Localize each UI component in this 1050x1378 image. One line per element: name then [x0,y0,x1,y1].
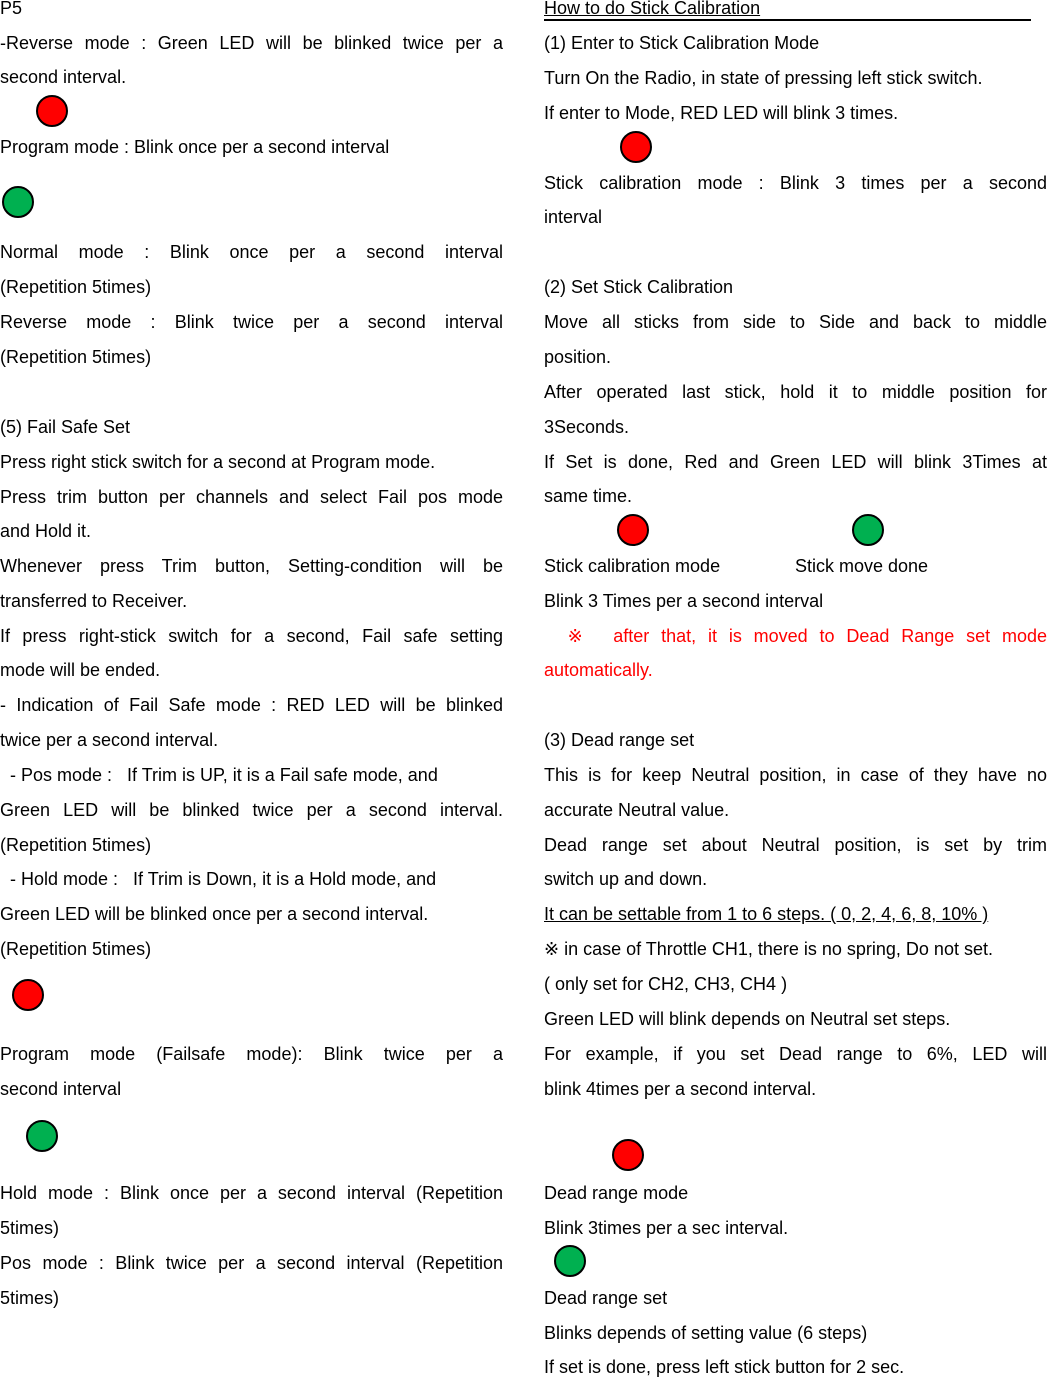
green-led-icon [554,1245,586,1277]
section-3-note-2: ( only set for CH2, CH3, CH4 ) [544,974,788,994]
pos-blink-text: Pos mode : Blink twice per a second interval (Repetition [0,1253,503,1273]
section-3-note: ※ in case of Throttle CH1, there is no spring, Do not set. [544,939,993,959]
failsafe-indication-2: twice per a second interval. [0,730,219,750]
section-2-text-4: 3Seconds. [544,417,630,437]
section-2-text: Move all sticks from side to Side and back to middle [544,312,1047,332]
dead-range-set-label: Dead range set [544,1288,668,1308]
failsafe-step-2: Press trim button per channels and select Fail pos mode [0,487,503,507]
dead-range-blink-text: Blink 3times per a sec interval. [544,1218,789,1238]
hold-mode-text: - Hold mode : If Trim is Down, it is a Hold mode, and [0,869,437,889]
failsafe-indication: - Indication of Fail Safe mode : RED LED will be blinked [0,695,503,715]
title-rule [544,19,1031,21]
calibration-mode-label: Stick calibration mode [544,556,721,576]
section-3-steps: It can be settable from 1 to 6 steps. ( 0, 2, 4, 6, 8, 10% ) [544,904,989,924]
failsafe-step-2b: and Hold it. [0,521,92,541]
page-label: P5 [0,0,23,18]
failsafe-step-3: Whenever press Trim button, Setting-condition will be [0,556,503,576]
section-2-warning-2: automatically. [544,660,653,680]
failsafe-step-3b: transferred to Receiver. [0,591,188,611]
section-3-text-4: switch up and down. [544,869,708,889]
section-1-text-3: Stick calibration mode : Blink 3 times per a second [544,173,1047,193]
section-3-example-2: blink 4times per a second interval. [544,1079,817,1099]
program-mode-text: Program mode : Blink once per a second interval [0,137,390,157]
dead-range-done-text: If set is done, press left stick button for 2 sec. [544,1357,905,1377]
failsafe-step-4: If press right-stick switch for a second, Fail safe setting [0,626,503,646]
reverse-blink-repetition: (Repetition 5times) [0,347,152,367]
normal-mode-text: Normal mode : Blink once per a second interval [0,242,503,262]
hold-blink-text-2: 5times) [0,1218,60,1238]
pos-blink-text-2: 5times) [0,1288,60,1308]
section-2-text-2: position. [544,347,612,367]
hold-mode-repetition: (Repetition 5times) [0,939,152,959]
section-3-heading: (3) Dead range set [544,730,695,750]
reverse-mode-text-2: second interval. [0,67,127,87]
failsafe-step-1: Press right stick switch for a second at Program mode. [0,452,436,472]
program-failsafe-text: Program mode (Failsafe mode): Blink twice per a [0,1044,503,1064]
failsafe-heading: (5) Fail Safe Set [0,417,131,437]
calibration-title: How to do Stick Calibration [544,0,761,18]
section-2-warning: ※ after that, it is moved to Dead Range set mode [544,626,1047,646]
normal-mode-repetition: (Repetition 5times) [0,277,152,297]
section-2-text-6: same time. [544,486,633,506]
section-3-example: For example, if you set Dead range to 6%, LED will [544,1044,1047,1064]
red-led-icon [617,514,649,546]
green-led-icon [26,1120,58,1152]
section-3-text-3: Dead range set about Neutral position, is set by trim [544,835,1047,855]
reverse-blink-text: Reverse mode : Blink twice per a second interval [0,312,503,332]
program-failsafe-text-2: second interval [0,1079,122,1099]
red-led-icon [12,979,44,1011]
green-led-icon [852,514,884,546]
section-3-text-2: accurate Neutral value. [544,800,730,820]
stick-move-done-label: Stick move done [795,556,929,576]
red-led-icon [36,95,68,127]
section-2-heading: (2) Set Stick Calibration [544,277,734,297]
pos-mode-text: - Pos mode : If Trim is UP, it is a Fail safe mode, and [0,765,438,785]
section-1-text: Turn On the Radio, in state of pressing left stick switch. [544,68,983,88]
failsafe-step-4b: mode will be ended. [0,660,161,680]
red-led-icon [620,131,652,163]
pos-mode-repetition: (Repetition 5times) [0,835,152,855]
dead-range-set-text: Blinks depends of setting value (6 steps) [544,1323,868,1343]
section-2-text-3: After operated last stick, hold it to middle position for [544,382,1047,402]
section-3-text: This is for keep Neutral position, in case of they have no [544,765,1047,785]
red-led-icon [612,1139,644,1171]
section-1-text-4: interval [544,207,603,227]
pos-mode-text-2: Green LED will be blinked twice per a second interval. [0,800,503,820]
section-3-text-5: Green LED will blink depends on Neutral set steps. [544,1009,951,1029]
green-led-icon [2,186,34,218]
dead-range-mode-label: Dead range mode [544,1183,689,1203]
section-2-blink-text: Blink 3 Times per a second interval [544,591,824,611]
section-1-text-2: If enter to Mode, RED LED will blink 3 times. [544,103,899,123]
section-2-text-5: If Set is done, Red and Green LED will blink 3Times at [544,452,1047,472]
reverse-mode-text: -Reverse mode : Green LED will be blinked twice per a [0,33,503,53]
hold-mode-text-2: Green LED will be blinked once per a second interval. [0,904,429,924]
section-1-heading: (1) Enter to Stick Calibration Mode [544,33,820,53]
hold-blink-text: Hold mode : Blink once per a second interval (Repetition [0,1183,503,1203]
